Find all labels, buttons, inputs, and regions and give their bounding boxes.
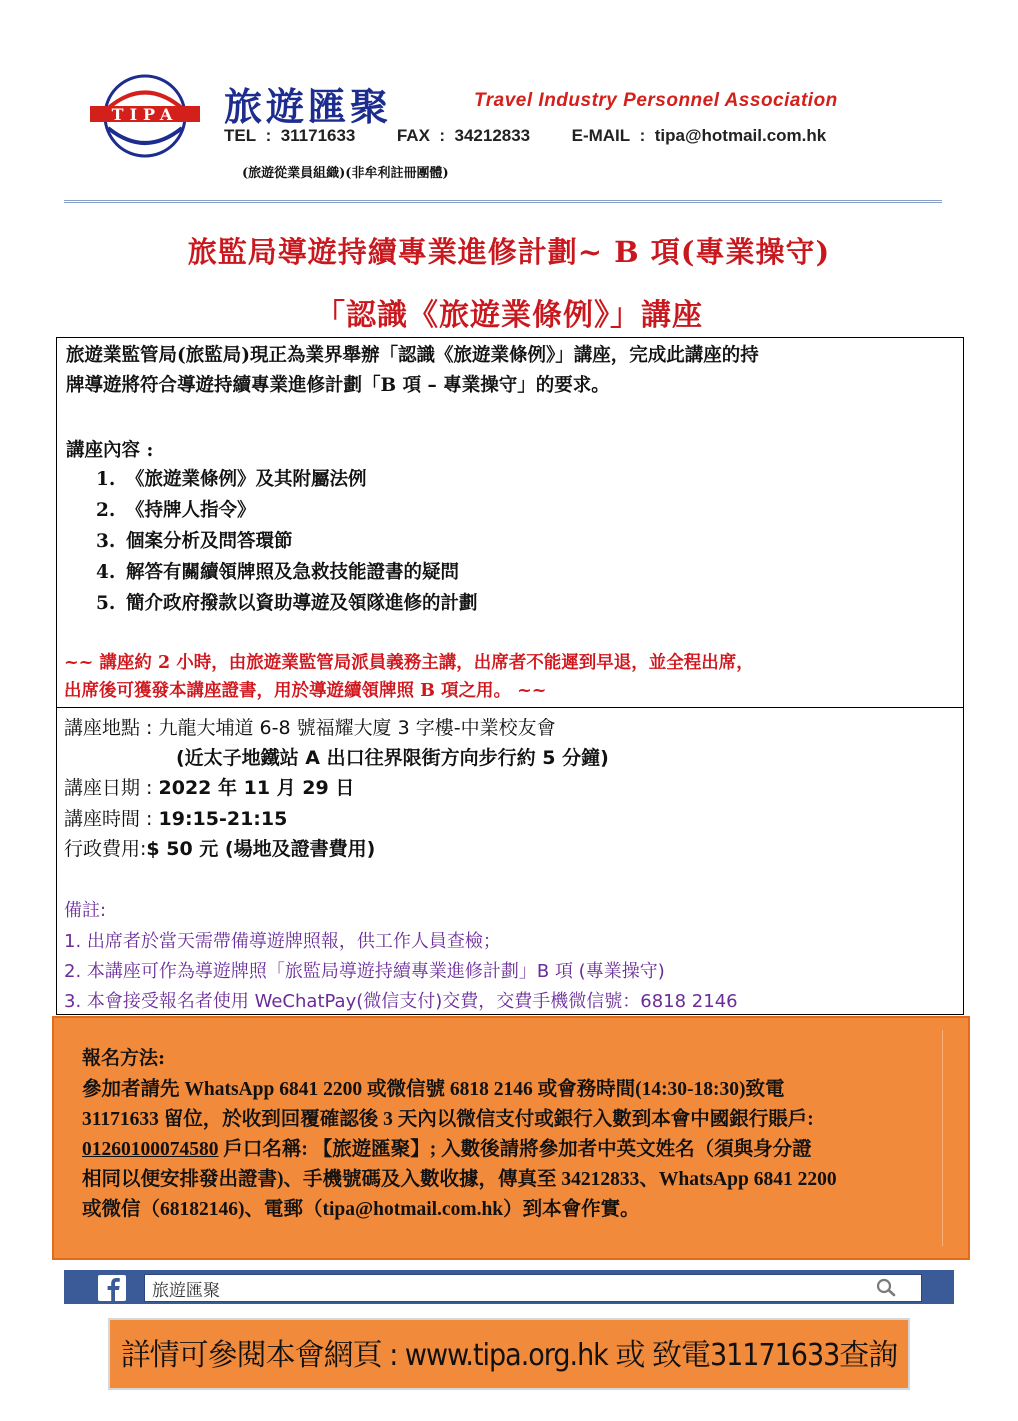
intro-line-2: 牌導遊將符合導遊持續專業進修計劃「B 項 – 專業操守」的要求。 xyxy=(66,375,610,396)
footer-banner-text: 詳情可參閱本會網頁 : www.tipa.org.hk 或 致電31171633查詢 xyxy=(120,1338,898,1373)
fax-number: 34212833 xyxy=(454,126,531,145)
facebook-icon[interactable] xyxy=(92,1274,132,1302)
remark-item: 2. 本講座可作為導遊牌照「旅監局導遊持續專業進修計劃」B 項 (專業操守) xyxy=(64,961,665,982)
venue-note: (近太子地鐵站 A 出口往界限街方向步行約 5 分鐘) xyxy=(176,747,609,769)
fee-label: 行政費用: xyxy=(64,838,147,860)
content-heading: 講座內容 : xyxy=(66,440,154,461)
email-label: E-MAIL xyxy=(571,126,631,145)
content-item: 2. 《持牌人指令》 xyxy=(96,500,256,521)
attendance-note-line-1: ~~ 講座約 2 小時，由旅遊業監管局派員義務主講，出席者不能遲到早退，並全程出席， xyxy=(64,653,754,673)
page-title: 旅監局導遊持續專業進修計劃~ B 項(專業操守) xyxy=(187,235,831,269)
remark-item: 1. 出席者於當天需帶備導遊牌照報，供工作人員查檢； xyxy=(64,931,501,952)
registration-line-2: 31171633 留位，於收到回覆確認後 3 天內以微信支付或銀行入數到本會中國銀行賬戶: xyxy=(82,1109,814,1130)
registration-line-1: 參加者請先 WhatsApp 6841 2200 或微信號 6818 2146 或會務時間(14:30-18:30)致電 xyxy=(82,1079,785,1100)
date-label: 講座日期 xyxy=(64,777,141,799)
org-type: (旅遊從業員組織)(非牟利註冊團體) xyxy=(242,166,449,181)
fax-label: FAX xyxy=(396,126,430,145)
venue-label: 講座地點 xyxy=(64,717,141,739)
attendance-note-line-2: 出席後可獲發本講座證書，用於導遊續領牌照 B 項之用。 ~~ xyxy=(64,681,547,701)
org-name-english: Travel Industry Personnel Association xyxy=(474,90,838,111)
venue-value: 九龍大埔道 6-8 號福耀大廈 3 字樓-中業校友會 xyxy=(158,717,556,739)
content-item: 1. 《旅遊業條例》及其附屬法例 xyxy=(96,469,367,490)
content-item: 5. 簡介政府撥款以資助導遊及領隊進修的計劃 xyxy=(96,593,478,614)
time-row: 講座時間 : 19:15-21:15 xyxy=(64,804,287,831)
section-divider xyxy=(56,707,964,708)
tipa-logo xyxy=(86,70,204,162)
contact-line: TEL : 31171633 FAX : 34212833 E-MAIL : tipa@hotmail.com.hk xyxy=(224,126,827,145)
date-value: 2022 年 11 月 29 日 xyxy=(158,777,355,799)
intro-line-1: 旅遊業監管局(旅監局)現正為業界舉辦「認識《旅遊業條例》」講座，完成此講座的持 xyxy=(66,345,759,366)
facebook-search-box[interactable] xyxy=(144,1274,922,1302)
content-item: 3. 個案分析及問答環節 xyxy=(96,531,293,552)
page-subtitle: 「認識《旅遊業條例》」講座 xyxy=(315,298,703,333)
venue-row: 講座地點 : 九龍大埔道 6-8 號福耀大廈 3 字樓-中業校友會 xyxy=(64,713,556,740)
content-item: 4. 解答有關續領牌照及急救技能證書的疑問 xyxy=(96,562,460,583)
registration-heading: 報名方法: xyxy=(82,1047,166,1069)
org-name-chinese: 旅遊匯聚 xyxy=(224,85,393,129)
svg-text:TIPA: TIPA xyxy=(111,105,179,124)
facebook-page-name: 旅遊匯聚 xyxy=(152,1281,220,1301)
bank-account-number: 01260100074580 xyxy=(82,1139,219,1160)
remark-item: 3. 本會接受報名者使用 WeChatPay(微信支付)交費，交費手機微信號：6818 2146 xyxy=(64,991,738,1012)
fee-row xyxy=(64,834,375,861)
email-address[interactable]: tipa@hotmail.com.hk xyxy=(654,126,827,145)
date-row: 講座日期 : 2022 年 11 月 29 日 xyxy=(64,773,354,800)
registration-line-3: 01260100074580 戶口名稱: 【旅遊匯聚】; 入數後請將參加者中英文姓名（須與身分證 xyxy=(82,1139,812,1160)
time-label: 講座時間 xyxy=(64,808,141,830)
remarks-heading: 備註: xyxy=(64,900,107,921)
registration-line-4: 相同以便安排發出證書)、手機號碼及入數收據，傳真至 34212833、WhatsApp 6841 2200 xyxy=(82,1169,837,1190)
registration-line-5: 或微信（68182146)、電郵（tipa@hotmail.com.hk）到本會作實。 xyxy=(82,1199,640,1220)
time-value: 19:15-21:15 xyxy=(158,808,288,830)
search-icon[interactable] xyxy=(874,1277,898,1297)
header-divider xyxy=(64,200,942,203)
tel-number: 31171633 xyxy=(280,126,356,145)
tel-label: TEL xyxy=(224,126,257,145)
fee-value: $ 50 元 (場地及證書費用) xyxy=(146,838,376,860)
